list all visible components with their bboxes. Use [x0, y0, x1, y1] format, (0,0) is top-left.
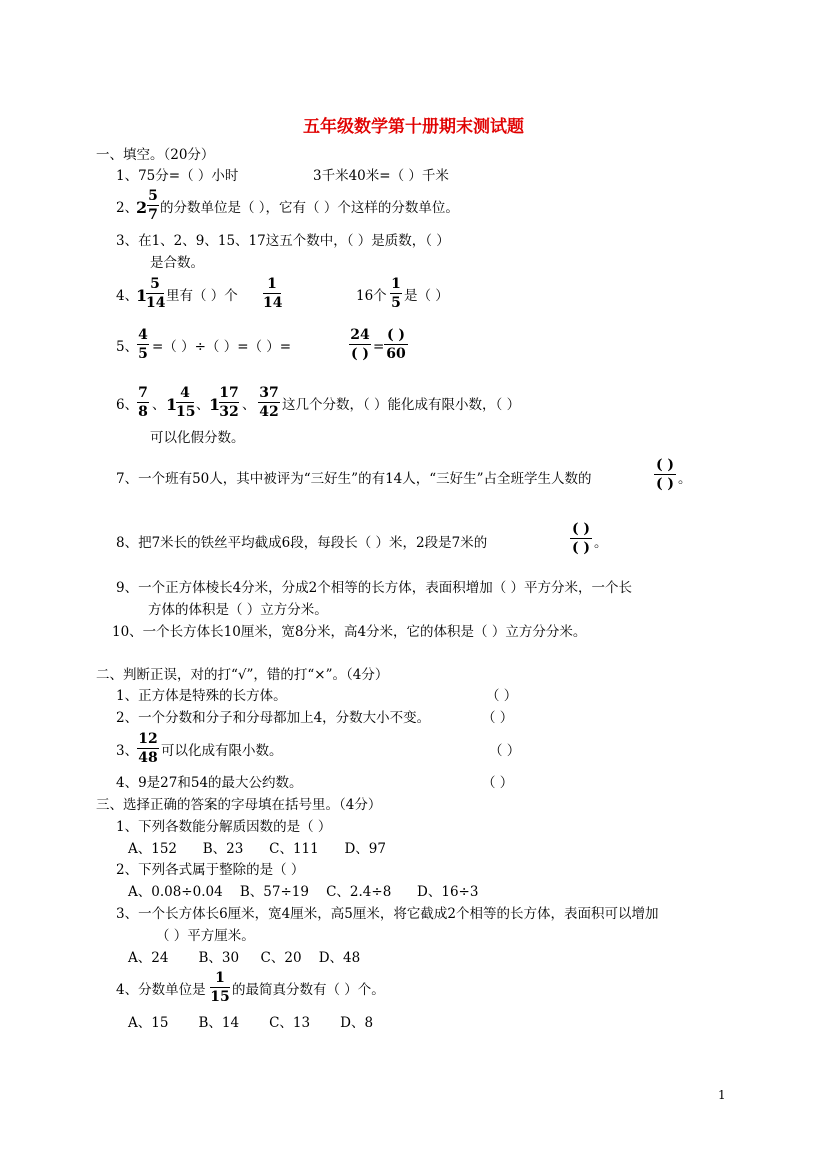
- q1-6-fraction-4: [258, 385, 280, 420]
- q1-4-whole: 1: [136, 286, 148, 305]
- fraction-numerator: 17: [219, 385, 239, 401]
- fraction-bar: [219, 402, 239, 403]
- fraction-bar: [176, 402, 194, 403]
- fraction-denominator: 8: [138, 404, 148, 420]
- page-number: 1: [718, 1088, 726, 1102]
- q1-6-fraction-2: [176, 385, 194, 420]
- fraction-denominator: ( ): [571, 540, 591, 556]
- q1-7-end: 。: [678, 471, 692, 487]
- q1-9-line1: 9、一个正方体棱长4分米，分成2个相等的长方体，表面积增加（ ）平方分米，一个长: [116, 580, 633, 596]
- section2-heading: 二、判断正误，对的打“√”，错的打“×”。（4分）: [96, 667, 389, 683]
- fraction-bar: [570, 538, 592, 539]
- fraction-numerator: 12: [138, 731, 158, 747]
- q1-6-fraction-1: [137, 385, 149, 420]
- fraction-denominator: ( ): [655, 476, 675, 492]
- q1-3-line2: 是合数。: [150, 255, 204, 271]
- q1-4b-text: 是（ ）: [404, 288, 449, 304]
- q1-6-sep-3: 、: [242, 397, 256, 413]
- fraction-denominator: 48: [138, 750, 158, 766]
- fraction-bar: [654, 474, 676, 475]
- q2-4: 4、9是27和54的最大公约数。: [116, 775, 303, 791]
- q1-5-fraction-2: [349, 327, 371, 362]
- q1-9-line2: 方体的体积是（ ）立方分米。: [148, 602, 328, 618]
- fraction-numerator: 1: [391, 276, 401, 292]
- q1-6-sep-1: 、: [152, 397, 166, 413]
- fraction-denominator: 42: [259, 404, 279, 420]
- fraction-denominator: 7: [148, 207, 158, 223]
- fraction-numerator: 37: [259, 385, 279, 401]
- q1-1a: 1、75分=（ ）小时: [116, 168, 239, 184]
- q1-6-sep-2: 、: [196, 397, 210, 413]
- fraction-bar: [137, 402, 149, 403]
- q1-2-prefix: 2、: [116, 200, 139, 216]
- q1-4-fraction-2: [263, 276, 281, 311]
- section1-heading: 一、填空。（20分）: [96, 147, 215, 163]
- fraction-bar: [390, 293, 402, 294]
- q3-4-options: A、15 B、14 C、13 D、8: [128, 1015, 374, 1031]
- fraction-bar: [384, 344, 408, 345]
- q3-2-options: A、0.08÷0.04 B、57÷19 C、2.4÷8 D、16÷3: [128, 884, 479, 900]
- q1-2-text: 的分数单位是（ ），它有（ ）个这样的分数单位。: [160, 200, 459, 216]
- q1-5-fraction-3: [384, 327, 408, 362]
- q3-3-line2: （ ）平方厘米。: [156, 928, 255, 944]
- fraction-bar: [137, 748, 159, 749]
- fraction-numerator: 7: [138, 385, 148, 401]
- fraction-denominator: 15: [210, 989, 230, 1005]
- q1-6-line2: 可以化假分数。: [150, 430, 245, 446]
- fraction-numerator: ( ): [655, 457, 675, 473]
- fraction-numerator: 4: [180, 385, 190, 401]
- q1-5-text: =（ ）÷（ ）=（ ）=: [152, 339, 292, 355]
- q1-3-line1: 3、在1、2、9、15、17这五个数中，（ ）是质数，（ ）: [116, 233, 450, 249]
- q2-1-answer-paren: （ ）: [486, 688, 518, 704]
- q1-4-mid: 里有（ ）个: [166, 288, 238, 304]
- fraction-denominator: 32: [219, 404, 239, 420]
- fraction-denominator: 14: [263, 295, 283, 311]
- fraction-numerator: 24: [350, 327, 370, 343]
- q3-1: 1、下列各数能分解质因数的是（ ）: [116, 819, 332, 835]
- q1-6-f2-whole: 1: [166, 395, 178, 414]
- fraction-numerator: 4: [138, 327, 148, 343]
- q2-3-prefix: 3、: [116, 743, 139, 759]
- fraction-numerator: ( ): [571, 521, 591, 537]
- fraction-numerator: 5: [148, 188, 158, 204]
- fraction-denominator: 60: [386, 346, 406, 362]
- q1-1b: 3千米40米=（ ）千米: [313, 168, 449, 184]
- fraction-numerator: 5: [150, 276, 160, 292]
- fraction-numerator: 1: [267, 276, 277, 292]
- fraction-bar: [147, 205, 159, 206]
- q3-4-text: 的最简真分数有（ ）个。: [232, 982, 385, 998]
- q2-3-answer-paren: （ ）: [489, 743, 521, 759]
- q1-6-f3-whole: 1: [209, 395, 221, 414]
- q1-6-text: 这几个分数，（ ）能化成有限小数，（ ）: [282, 397, 521, 413]
- fraction-denominator: 5: [138, 346, 148, 362]
- fraction-bar: [258, 402, 280, 403]
- fraction-bar: [137, 344, 149, 345]
- q2-3-fraction: [137, 731, 159, 766]
- q1-4b-prefix: 16个: [356, 288, 387, 304]
- fraction-numerator: 1: [215, 970, 225, 986]
- q2-3-text: 可以化成有限小数。: [161, 743, 283, 759]
- q3-4-prefix: 4、分数单位是: [116, 982, 206, 998]
- q2-1: 1、正方体是特殊的长方体。: [116, 688, 287, 704]
- q1-5-fraction: [137, 327, 149, 362]
- q1-4-prefix: 4、: [116, 288, 139, 304]
- q2-2-answer-paren: （ ）: [482, 710, 514, 726]
- q2-4-answer-paren: （ ）: [482, 775, 514, 791]
- q1-7-fraction: [654, 457, 676, 492]
- q3-4-fraction: [210, 970, 230, 1005]
- q1-4-fraction: [146, 276, 164, 311]
- q1-2-fraction: [147, 188, 159, 223]
- fraction-bar: [349, 344, 371, 345]
- q2-2: 2、一个分数和分子和分母都加上4，分数大小不变。: [116, 710, 431, 726]
- q1-4b-fraction: [390, 276, 402, 311]
- fraction-bar: [210, 987, 230, 988]
- q3-1-options: A、152 B、23 C、111 D、97: [128, 841, 386, 857]
- q1-6-prefix: 6、: [116, 397, 139, 413]
- fraction-numerator: ( ): [386, 327, 406, 343]
- fraction-denominator: ( ): [350, 346, 370, 362]
- q1-6-fraction-3: [219, 385, 239, 420]
- q1-8-text: 8、把7米长的铁丝平均截成6段，每段长（ ）米，2段是7米的: [116, 535, 488, 551]
- fraction-denominator: 14: [146, 295, 166, 311]
- section3-heading: 三、选择正确的答案的字母填在括号里。（4分）: [96, 797, 382, 813]
- page-title: 五年级数学第十册期末测试题: [303, 117, 524, 137]
- q3-3-line1: 3、一个长方体长6厘米，宽4厘米，高5厘米，将它截成2个相等的长方体，表面积可以增加: [116, 906, 659, 922]
- q1-8-end: 。: [594, 535, 608, 551]
- q1-5-equals: =: [373, 339, 385, 355]
- q1-8-fraction: [570, 521, 592, 556]
- fraction-denominator: 15: [176, 404, 196, 420]
- q1-2-whole: 2: [136, 198, 148, 217]
- fraction-bar: [263, 293, 281, 294]
- fraction-denominator: 5: [391, 295, 401, 311]
- q1-7-text: 7、一个班有50人，其中被评为“三好生”的有14人，“三好生”占全班学生人数的: [116, 471, 592, 487]
- q1-5-prefix: 5、: [116, 339, 139, 355]
- fraction-bar: [146, 293, 164, 294]
- q3-2: 2、下列各式属于整除的是（ ）: [116, 862, 305, 878]
- q1-10: 10、一个长方体长10厘米，宽8分米，高4分米，它的体积是（ ）立方分分米。: [112, 624, 587, 640]
- q3-3-options: A、24 B、30 C、20 D、48: [128, 950, 361, 966]
